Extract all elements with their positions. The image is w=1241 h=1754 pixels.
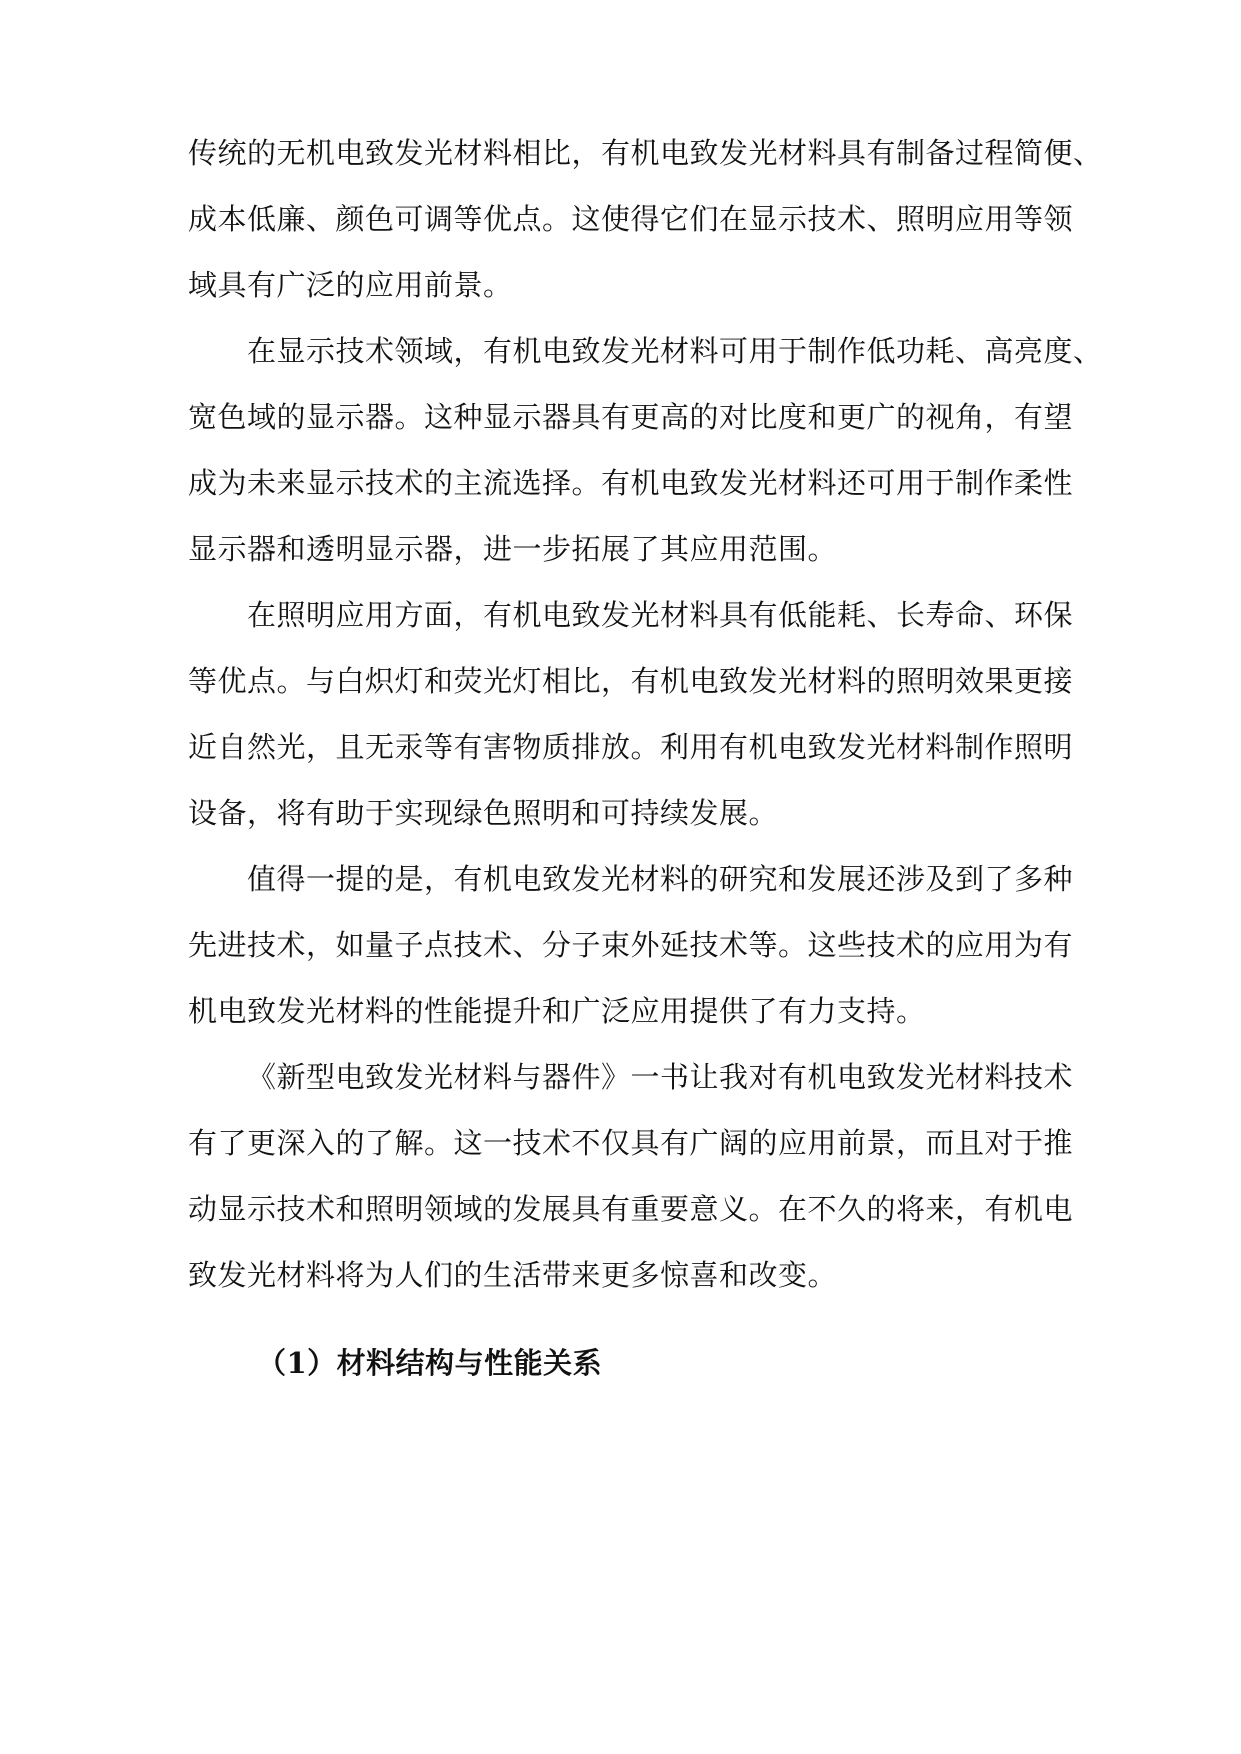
paragraph-3-line-1: 在照明应用方面，有机电致发光材料具有低能耗、长寿命、环保 [247,598,1074,632]
paragraph-1-line-1: 传统的无机电致发光材料相比，有机电致发光材料具有制备过程简便、 [188,136,1103,170]
paragraph-5-line-1: 《新型电致发光材料与器件》一书让我对有机电致发光材料技术 [247,1060,1074,1094]
paragraph-1-line-3: 域具有广泛的应用前景。 [188,268,513,302]
paragraph-4-line-3: 机电致发光材料的性能提升和广泛应用提供了有力支持。 [188,994,926,1028]
paragraph-2-line-2: 宽色域的显示器。这种显示器具有更高的对比度和更广的视角，有望 [188,400,1074,434]
paragraph-1-line-2: 成本低廉、颜色可调等优点。这使得它们在显示技术、照明应用等领 [188,202,1074,236]
paragraph-2-line-1: 在显示技术领域，有机电致发光材料可用于制作低功耗、高亮度、 [247,334,1103,368]
section-heading: （1）材料结构与性能关系 [257,1346,603,1380]
paragraph-3-line-2: 等优点。与白炽灯和荧光灯相比，有机电致发光材料的照明效果更接 [188,664,1074,698]
paragraph-4-line-1: 值得一提的是，有机电致发光材料的研究和发展还涉及到了多种 [247,862,1074,896]
paragraph-3-line-3: 近自然光，且无汞等有害物质排放。利用有机电致发光材料制作照明 [188,730,1074,764]
paragraph-5-line-3: 动显示技术和照明领域的发展具有重要意义。在不久的将来，有机电 [188,1192,1074,1226]
paragraph-2-line-3: 成为未来显示技术的主流选择。有机电致发光材料还可用于制作柔性 [188,466,1074,500]
paragraph-2-line-4: 显示器和透明显示器，进一步拓展了其应用范围。 [188,532,838,566]
paragraph-5-line-4: 致发光材料将为人们的生活带来更多惊喜和改变。 [188,1258,838,1292]
paragraph-4-line-2: 先进技术，如量子点技术、分子束外延技术等。这些技术的应用为有 [188,928,1074,962]
paragraph-3-line-4: 设备，将有助于实现绿色照明和可持续发展。 [188,796,779,830]
paragraph-5-line-2: 有了更深入的了解。这一技术不仅具有广阔的应用前景，而且对于推 [188,1126,1074,1160]
